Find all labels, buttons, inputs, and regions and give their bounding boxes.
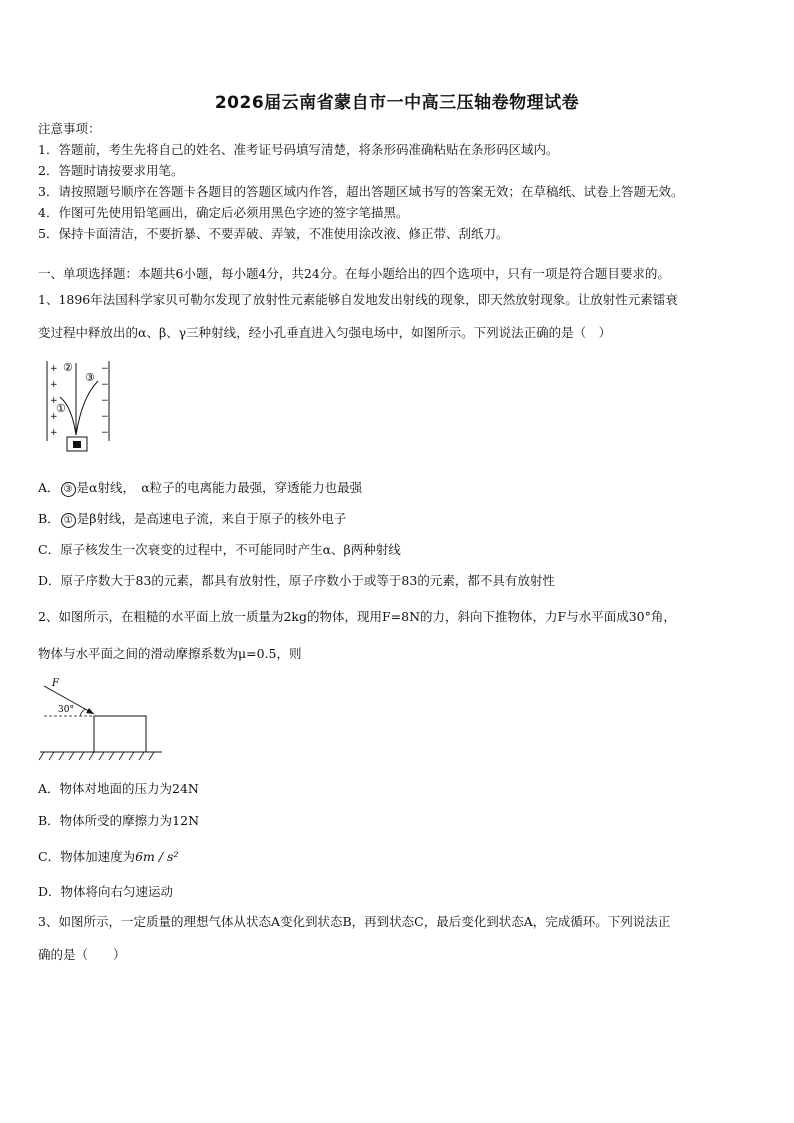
option-text: C．物体加速度为 (38, 849, 136, 864)
minus-sign: − (101, 412, 109, 422)
plus-sign: + (50, 364, 58, 374)
option-d: D．原子序数大于83的元素，都具有放射性，原子序数小于或等于83的元素，都不具有放射性 (38, 573, 555, 588)
option-text: 是β射线，是高速电子流，来自于原子的核外电子 (76, 511, 347, 526)
question-1-stem-cont: 变过程中释放出的α、β、γ三种射线，经小孔垂直进入匀强电场中，如图所示。下列说法正确的是（ ） (38, 325, 612, 340)
plus-sign: + (50, 380, 58, 390)
option-c: C．原子核发生一次衰变的过程中，不可能同时产生α、β两种射线 (38, 542, 401, 557)
section-heading: 一、单项选择题：本题共6小题，每小题4分，共24分。在每小题给出的四个选项中，只有一项是符合题目要求的。 (38, 266, 670, 281)
option-prefix: B． (38, 511, 60, 526)
ray-label-1: ① (56, 402, 66, 415)
ray-label-3: ③ (85, 371, 95, 384)
question-3-stem: 3、如图所示，一定质量的理想气体从状态A变化到状态B，再到状态C，最后变化到状态A，完成循环。下列说法正 (38, 914, 671, 929)
option-b (38, 511, 346, 528)
notice-item: 3．请按照题号顺序在答题卡各题目的答题区域内作答，超出答题区域书写的答案无效；在草稿纸、试卷上答题无效。 (38, 184, 684, 199)
ray-label-2: ② (63, 361, 73, 374)
option-a: A．物体对地面的压力为24N (38, 781, 199, 796)
notice-item: 1．答题前，考生先将自己的姓名、准考证号码填写清楚，将条形码准确粘贴在条形码区域内。 (38, 142, 559, 157)
question-2-stem-cont: 物体与水平面之间的滑动摩擦系数为μ=0.5，则 (38, 646, 302, 661)
circled-number: ③ (61, 482, 76, 497)
plus-sign: + (50, 412, 58, 422)
question-3-stem-cont: 确的是（ ） (38, 947, 126, 962)
question-2-stem: 2、如图所示，在粗糙的水平面上放一质量为2kg的物体，现用F=8N的力，斜向下推物体，力F与水平面成30°角， (38, 609, 676, 624)
ray-3 (76, 381, 98, 435)
block (94, 716, 146, 752)
option-d: D．物体将向右匀速运动 (38, 884, 174, 899)
plus-sign: + (50, 396, 58, 406)
option-b: B．物体所受的摩擦力为12N (38, 813, 200, 828)
notice-item: 2．答题时请按要求用笔。 (38, 163, 184, 178)
force-label: F (52, 678, 59, 689)
notice-heading: 注意事项： (38, 121, 101, 136)
minus-sign: − (101, 380, 109, 390)
radiation-field-figure (38, 357, 118, 457)
plus-sign: + (50, 428, 58, 438)
minus-sign: − (101, 396, 109, 406)
option-prefix: A． (38, 480, 60, 495)
acceleration-value: 6m / s² (135, 849, 179, 864)
question-1-stem: 1、1896年法国科学家贝可勒尔发现了放射性元素能够自发地发出射线的现象，即天然放射现象。让放射性元素镭衰 (38, 292, 678, 307)
minus-sign: − (101, 428, 109, 438)
option-c (38, 849, 178, 865)
angle-label: 30° (58, 705, 74, 715)
block-force-figure (36, 676, 166, 766)
circled-number: ① (61, 513, 76, 528)
option-a (38, 480, 362, 497)
source (73, 441, 81, 448)
notice-item: 5．保持卡面清洁，不要折暴、不要弄破、弄皱，不准使用涂改液、修正带、刮纸刀。 (38, 226, 509, 241)
notice-item: 4．作图可先使用铅笔画出，确定后必须用黑色字迹的签字笔描黑。 (38, 205, 409, 220)
option-text: 是α射线， α粒子的电离能力最强，穿透能力也最强 (76, 480, 363, 495)
exam-title: 2026届云南省蒙自市一中高三压轴卷物理试卷 (214, 93, 580, 113)
minus-sign: − (101, 364, 109, 374)
